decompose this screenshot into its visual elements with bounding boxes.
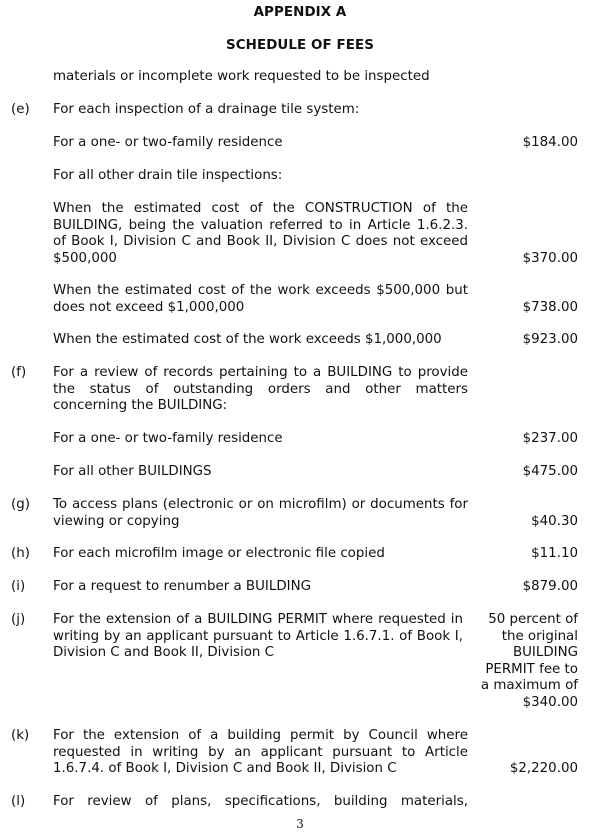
entry-fee: $879.00 <box>522 579 578 594</box>
entry-fee: $184.00 <box>522 135 578 150</box>
appendix-title: APPENDIX A <box>253 5 347 20</box>
entry-label: (l) <box>11 794 26 809</box>
fee-entry-j <box>0 612 600 712</box>
entry-text: When the estimated cost of the work exceeds $500,000 but does not exceed $1,000,000 <box>53 283 468 315</box>
entry-text: For a request to renumber a BUILDING <box>53 579 311 594</box>
entry-fee: $40.30 <box>531 513 578 529</box>
entry-label: (e) <box>11 102 30 117</box>
entry-text: When the estimated cost of the CONSTRUCTION of the BUILDING, being the valuation referred to in Article 1.6.2.3. of Book I, Division C and Book II, Division C does not exceed $500,000 <box>53 201 468 266</box>
entry-label: (i) <box>11 579 26 594</box>
entry-fee: $923.00 <box>522 332 578 347</box>
entry-fee: $237.00 <box>522 431 578 446</box>
entry-label: (k) <box>11 728 30 743</box>
entry-text: For all other drain tile inspections: <box>53 168 283 183</box>
entry-text: For all other BUILDINGS <box>53 464 212 479</box>
fee-entry-g <box>0 497 600 530</box>
fee-entry-e-under-500k <box>0 201 600 267</box>
entry-text: For each inspection of a drainage tile system: <box>53 102 360 117</box>
entry-label: (j) <box>11 612 26 627</box>
entry-fee: $370.00 <box>522 250 578 266</box>
entry-fee: $475.00 <box>522 464 578 479</box>
fee-entry-e-500k-to-1m <box>0 283 600 316</box>
entry-text: For a one- or two-family residence <box>53 431 283 446</box>
entry-text: To access plans (electronic or on microfilm) or documents for viewing or copying <box>53 497 468 529</box>
fee-entry-f <box>0 365 600 415</box>
fee-entry-k <box>0 728 600 778</box>
entry-text: materials or incomplete work requested to be inspected <box>53 69 430 84</box>
entry-label: (f) <box>11 365 27 380</box>
entry-text: For the extension of a BUILDING PERMIT where requested in writing by an applicant pursuant to Article 1.6.7.1. of Book I, Division C and Book II, Division C <box>53 612 463 660</box>
entry-fee: 50 percent of the original BUILDING PERMIT fee to a maximum of $340.00 <box>480 612 578 710</box>
entry-text: When the estimated cost of the work exceeds $1,000,000 <box>53 332 442 347</box>
schedule-title: SCHEDULE OF FEES <box>225 38 375 53</box>
entry-fee: $2,220.00 <box>509 761 578 776</box>
entry-text: For review of plans, specifications, building materials, <box>53 794 468 809</box>
entry-fee: $738.00 <box>522 299 578 315</box>
entry-label: (h) <box>11 546 30 561</box>
page-number: 3 <box>296 817 304 831</box>
entry-label: (g) <box>11 497 30 512</box>
entry-text: For a review of records pertaining to a BUILDING to provide the status of outstanding orders and other matters concerning the BUILDING: <box>53 365 468 413</box>
entry-fee: $11.10 <box>531 546 578 561</box>
entry-text: For a one- or two-family residence <box>53 135 283 150</box>
entry-text: For the extension of a building permit by Council where requested in writing by an applicant pursuant to Article 1.6.7.4. of Book I, Division C and Book II, Division C <box>53 728 468 776</box>
entry-text: For each microfilm image or electronic file copied <box>53 546 385 561</box>
